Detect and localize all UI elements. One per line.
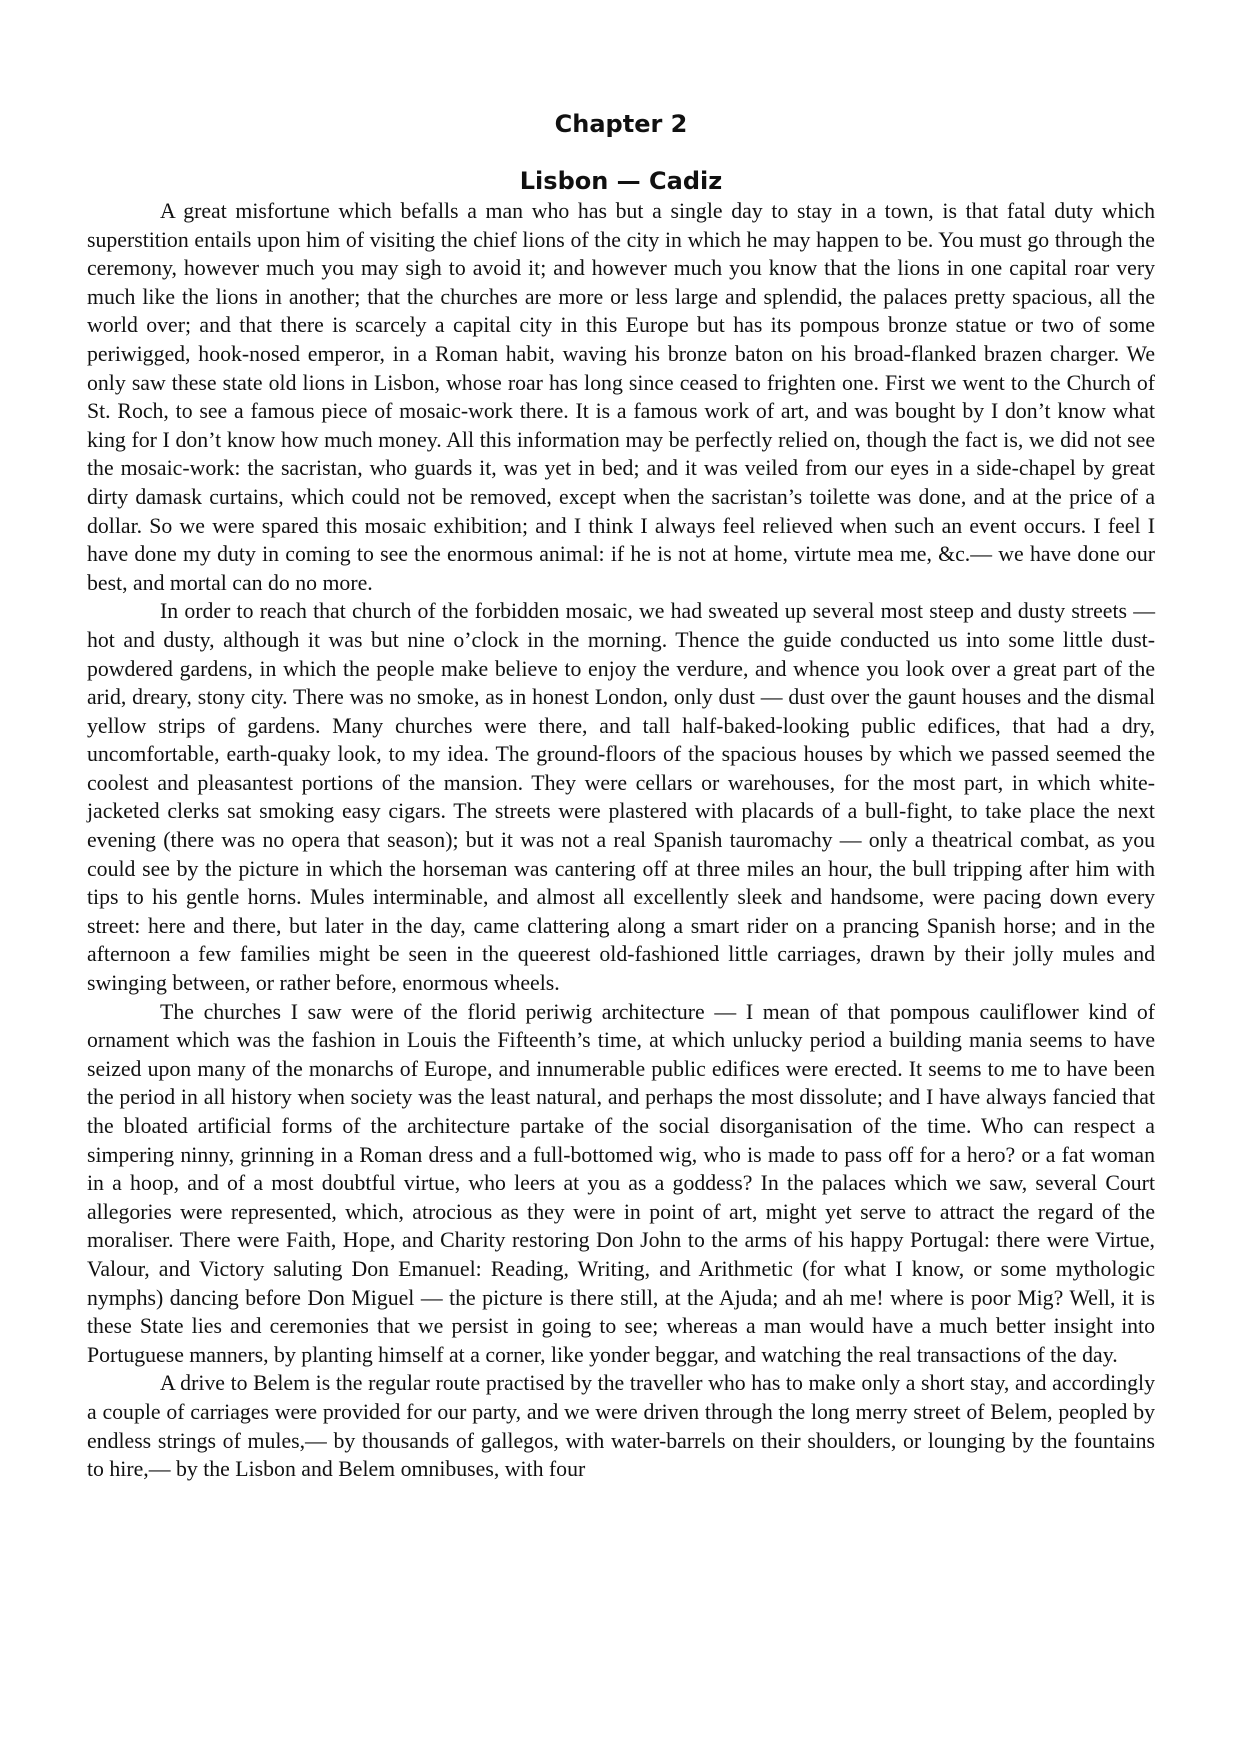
book-page bbox=[87, 108, 1155, 1484]
paragraph: A drive to Belem is the regular route practised by the traveller who has to make only a short stay, and accordingly a couple of carriages were provided for our party, and we were driven through the long merry street of Belem, peopled by endless strings of mules,— by thousands of gallegos, with water-barrels on their shoulders, or lounging by the fountains to hire,— by the Lisbon and Belem omnibuses, with four bbox=[87, 1371, 1155, 1482]
chapter-title: Lisbon — Cadiz bbox=[519, 167, 723, 195]
paragraph: A great misfortune which befalls a man who has but a single day to stay in a town, is that fatal duty which superstition entails upon him of visiting the chief lions of the city in which he may happen to be. You must go through the ceremony, however much you may sigh to avoid it; and however much you know that the lions in one capital roar very much like the lions in another; that the churches are more or less large and splendid, the palaces pretty spacious, all the world over; and that there is scarcely a capital city in this Europe but has its pompous bronze statue or two of some periwigged, hook-nosed emperor, in a Roman habit, waving his bronze baton on his broad-flanked brazen charger. We only saw these state old lions in Lisbon, whose roar has long since ceased to frighten one. First we went to the Church of St. Roch, to see a famous piece of mosaic-work there. It is a famous work of art, and was bought by I don’t know what king for I don’t know how much money. All this information may be perfectly relied on, though the fact is, we did not see the mosaic-work: the sacristan, who guards it, was yet in bed; and it was veiled from our eyes in a side-chapel by great dirty damask curtains, which could not be removed, except when the sacristan’s toilette was done, and at the price of a dollar. So we were spared this mosaic exhibition; and I think I always feel relieved when such an event occurs. I feel I have done my duty in coming to see the enormous animal: if he is not at home, virtute mea me, &c.— we have done our best, and mortal can do no more. bbox=[87, 199, 1155, 595]
paragraph: The churches I saw were of the florid periwig architecture — I mean of that pompous cauliflower kind of ornament which was the fashion in Louis the Fifteenth’s time, at which unlucky period a building mania seems to have seized upon many of the monarchs of Europe, and innumerable public edifices were erected. It seems to me to have been the period in all history when society was the least natural, and perhaps the most dissolute; and I have always fancied that the bloated artificial forms of the architecture partake of the social disorganisation of the time. Who can respect a simpering ninny, grinning in a Roman dress and a full-bottomed wig, who is made to pass off for a hero? or a fat woman in a hoop, and of a most doubtful virtue, who leers at you as a goddess? In the palaces which we saw, several Court allegories were represented, which, atrocious as they were in point of art, might yet serve to attract the regard of the moraliser. There were Faith, Hope, and Charity restoring Don John to the arms of his happy Portugal: there were Virtue, Valour, and Victory saluting Don Emanuel: Reading, Writing, and Arithmetic (for what I know, or some mythologic nymphs) dancing before Don Miguel — the picture is there still, at the Ajuda; and ah me! where is poor Mig? Well, it is these State lies and ceremonies that we persist in going to see; whereas a man would have a much better insight into Portuguese manners, by planting himself at a corner, like yonder beggar, and watching the real transactions of the day. bbox=[87, 999, 1155, 1367]
paragraph: In order to reach that church of the forbidden mosaic, we had sweated up several most steep and dusty streets — hot and dusty, although it was but nine o’clock in the morning. Thence the guide conducted us into some little dust-powdered gardens, in which the people make believe to enjoy the verdure, and whence you look over a great part of the arid, dreary, stony city. There was no smoke, as in honest London, only dust — dust over the gaunt houses and the dismal yellow strips of gardens. Many churches were there, and tall half-baked-looking public edifices, that had a dry, uncomfortable, earth-quaky look, to my idea. The ground-floors of the spacious houses by which we passed seemed the coolest and pleasantest portions of the mansion. They were cellars or warehouses, for the most part, in which white-jacketed clerks sat smoking easy cigars. The streets were plastered with placards of a bull-fight, to take place the next evening (there was no opera that season); but it was not a real Spanish tauromachy — only a theatrical combat, as you could see by the picture in which the horseman was cantering off at three miles an hour, the bull tripping after him with tips to his gentle horns. Mules interminable, and almost all excellently sleek and handsome, were pacing down every street: here and there, but later in the day, came clattering along a smart rider on a prancing Spanish horse; and in the afternoon a few families might be seen in the queerest old-fashioned little carriages, drawn by their jolly mules and swinging between, or rather before, enormous wheels. bbox=[87, 599, 1155, 996]
chapter-number: Chapter 2 bbox=[554, 110, 688, 138]
